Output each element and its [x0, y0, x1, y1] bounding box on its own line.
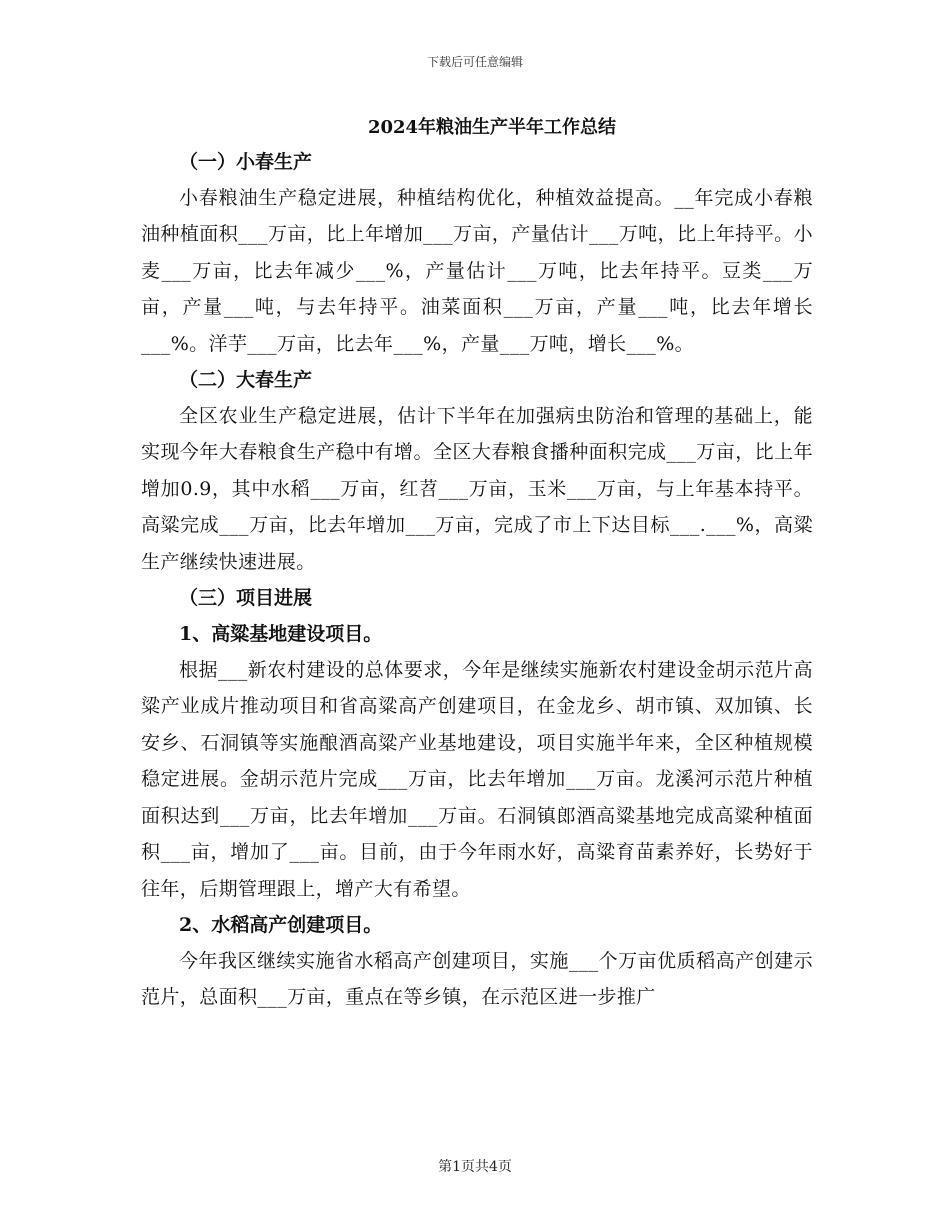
document-title: 2024年粮油生产半年工作总结 — [367, 117, 617, 138]
header-note: 下载后可任意编辑 — [426, 55, 523, 69]
section-heading-rice-project: 2、水稻高产创建项目。 — [179, 913, 383, 936]
document-body — [141, 112, 813, 1016]
section-heading-spring-small: （一）小春生产 — [179, 151, 313, 173]
section-heading-projects: （三）项目进展 — [179, 587, 313, 610]
section-heading-spring-large: （二）大春生产 — [179, 369, 313, 392]
page-number-footer: 第1页共4页 — [438, 1159, 512, 1175]
section-paragraph-sorghum-base: 根据___新农村建设的总体要求，今年是继续实施新农村建设金胡示范片高粱产业成片推动项目和省高粱高产创建项目，在金龙乡、胡市镇、双加镇、长安乡、石洞镇等实施酿酒高粱产业基地建设，项目实施半年来，全区种植规模稳定进展。金胡示范片完成___万亩，比去年增加___万亩。龙溪河示范片种植面积达到___万亩，比去年增加___万亩。石洞镇郎酒高粱基地完成高粱种植面积___亩，增加了___亩。目前，由于今年雨水好，高粱育苗素养好，长势好于往年，后期管理跟上，增产大有希望。 — [141, 659, 813, 900]
section-paragraph-spring-large: 全区农业生产稳定进展，估计下半年在加强病虫防治和管理的基础上，能实现今年大春粮食生产稳中有增。全区大春粮食播种面积完成___万亩，比上年增加0.9，其中水稻___万亩，红苕___万亩，玉米___万亩，与上年基本持平。高粱完成___万亩，比去年增加___万亩，完成了市上下达目标___.___%，高粱生产继续快速进展。 — [141, 405, 813, 573]
section-heading-sorghum-base: 1、高粱基地建设项目。 — [179, 623, 383, 646]
section-paragraph-spring-small: 小春粮油生产稳定进展，种植结构优化，种植效益提高。__年完成小春粮油种植面积___万亩，比上年增加___万亩，产量估计___万吨，比上年持平。小麦___万亩，比去年减少___%，产量估计___万吨，比去年持平。豆类___万亩，产量___吨，与去年持平。油菜面积___万亩，产量___吨，比去年增长___%。洋芋___万亩，比去年___%，产量___万吨，增长___%。 — [141, 187, 813, 355]
section-paragraph-rice-project: 今年我区继续实施省水稻高产创建项目，实施___个万亩优质稻高产创建示范片，总面积___万亩，重点在等乡镇，在示范区进一步推广 — [141, 949, 813, 1009]
